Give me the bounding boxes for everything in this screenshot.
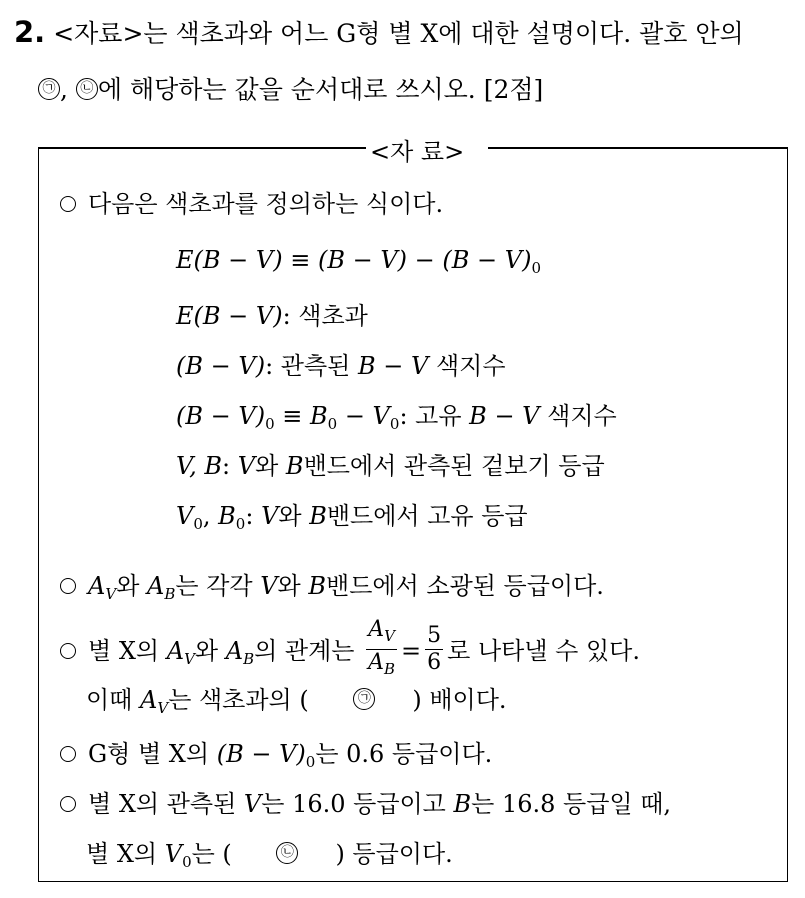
bullet-item-extinction-ratio [60, 617, 640, 685]
definition-text: 와 [278, 502, 310, 530]
circle-label-a: ㉠ [353, 688, 375, 710]
item-text: 별 X의 관측된 [88, 790, 244, 818]
subscript: B [384, 660, 396, 678]
question-number: 2. [14, 15, 46, 49]
symbol: B − V [469, 402, 540, 430]
question-line-1 [14, 14, 744, 50]
box-top-right-line [488, 147, 788, 149]
subscript: 0 [182, 853, 192, 871]
item-text: 는 각각 [175, 572, 261, 600]
symbol: V [261, 502, 279, 530]
symbol: V [243, 790, 262, 818]
numerator: 5 [427, 623, 442, 648]
symbol: B [285, 452, 304, 480]
subscript: V [184, 650, 195, 668]
denominator: A [368, 650, 385, 675]
item-text: 별 X의 [86, 840, 165, 868]
subscript: B [243, 650, 255, 668]
definition-text: 색지수 [547, 402, 617, 430]
denominator: 6 [427, 650, 442, 675]
subscript: 0 [193, 515, 203, 533]
item-text: 는 색초과의 ( [168, 686, 309, 714]
subscript: 0 [389, 415, 400, 433]
item-text: 는 16.8 등급일 때, [471, 790, 672, 818]
bullet-circle [60, 746, 76, 762]
blank-a [316, 686, 412, 714]
bullet-circle [60, 643, 76, 659]
bullet-item-observed-magnitudes [60, 784, 671, 819]
equation-text: E(B − V) ≡ (B − V) − (B − V) [176, 246, 532, 274]
definition-text: : 관측된 [265, 352, 351, 380]
symbol: A [140, 686, 158, 714]
separator: , [202, 502, 219, 530]
fraction-five-sixths [425, 623, 443, 676]
symbol: V [237, 452, 256, 480]
question-text-2: 에 해당하는 값을 순서대로 쓰시오. [2점] [97, 75, 544, 104]
item-text: ) 등급이다. [335, 840, 453, 868]
circle-label-a: ㉠ [38, 78, 60, 100]
item-text: 로 나타낼 수 있다. [447, 637, 640, 665]
bullet-item-intrinsic-color [60, 734, 492, 771]
circle-label-b: ㉡ [276, 842, 298, 864]
subscript: V [384, 627, 395, 645]
symbol: V [164, 840, 183, 868]
item-text: 는 16.0 등급이고 [261, 790, 454, 818]
subscript: 0 [531, 259, 541, 277]
item-text: 밴드에서 소광된 등급이다. [326, 572, 604, 600]
comma-separator: , [60, 75, 68, 104]
definition-text: 밴드에서 고유 등급 [326, 502, 528, 530]
symbol: B − V [357, 352, 429, 380]
item-5-line-2 [86, 834, 453, 871]
bullet-circle [60, 578, 76, 594]
symbol: − V [344, 402, 390, 430]
question-line-2 [38, 70, 543, 106]
symbol: V, B [176, 452, 223, 480]
definition-text: 밴드에서 관측된 겉보기 등급 [303, 452, 605, 480]
definition-text: 와 [255, 452, 286, 480]
symbol: A [88, 572, 106, 600]
bullet-circle [60, 196, 76, 212]
symbol: V [260, 572, 278, 600]
definition-intrinsic-magnitudes [176, 496, 528, 533]
box-top-left-line [38, 147, 366, 149]
symbol: ≡ B [282, 402, 328, 430]
definition-text: : 색초과 [282, 302, 368, 330]
subscript: B [164, 585, 176, 603]
definition-color-excess [176, 296, 368, 331]
symbol: B [218, 502, 236, 530]
item-text: 는 0.6 등급이다. [315, 740, 493, 768]
question-text-1: <자료>는 색초과와 어느 G형 별 X에 대한 설명이다. 괄호 안의 [53, 19, 744, 48]
item-text: 다음은 색초과를 정의하는 식이다. [88, 190, 444, 218]
subscript: 0 [305, 753, 316, 771]
symbol: V [176, 502, 194, 530]
data-box-title: <자 료> [366, 132, 468, 167]
symbol: (B − V) [176, 352, 266, 380]
item-text: 와 [116, 572, 148, 600]
item-text: 의 관계는 [254, 637, 355, 665]
subscript: 0 [235, 515, 246, 533]
fraction-av-over-ab [366, 617, 397, 682]
item-text: 는 ( [191, 840, 232, 868]
symbol: E(B − V) [176, 302, 283, 330]
bullet-item-definition-intro [60, 184, 443, 219]
symbol: B [309, 502, 327, 530]
symbol: B [453, 790, 472, 818]
item-text: G형 별 X의 [88, 740, 217, 768]
item-3-line-2 [86, 680, 507, 717]
item-text: 이때 [86, 686, 140, 714]
symbol: A [147, 572, 165, 600]
item-text: 와 [194, 637, 226, 665]
subscript: V [157, 699, 169, 717]
symbol: (B − V) [176, 402, 266, 430]
bullet-item-extinction [60, 566, 604, 603]
definition-apparent-magnitudes [176, 446, 605, 481]
circle-label-b: ㉡ [76, 78, 98, 100]
subscript: V [105, 585, 117, 603]
equals-sign: = [401, 637, 422, 665]
definition-text: : 고유 [399, 402, 462, 430]
symbol: A [166, 637, 185, 665]
item-text: ) 배이다. [412, 686, 507, 714]
definition-text: : [245, 502, 262, 530]
numerator: A [368, 617, 385, 642]
symbol: (B − V) [216, 740, 306, 768]
definition-intrinsic-index [176, 396, 617, 433]
bullet-circle [60, 796, 76, 812]
blank-b [239, 840, 335, 868]
subscript: 0 [265, 415, 275, 433]
item-text: 별 X의 [88, 637, 167, 665]
definition-text: : [222, 452, 238, 480]
item-text: 와 [277, 572, 309, 600]
definition-text: 색지수 [435, 352, 506, 380]
definition-observed-index [176, 346, 506, 381]
symbol: B [308, 572, 327, 600]
symbol: A [225, 637, 244, 665]
subscript: 0 [327, 415, 338, 433]
equation-color-excess [176, 246, 541, 277]
